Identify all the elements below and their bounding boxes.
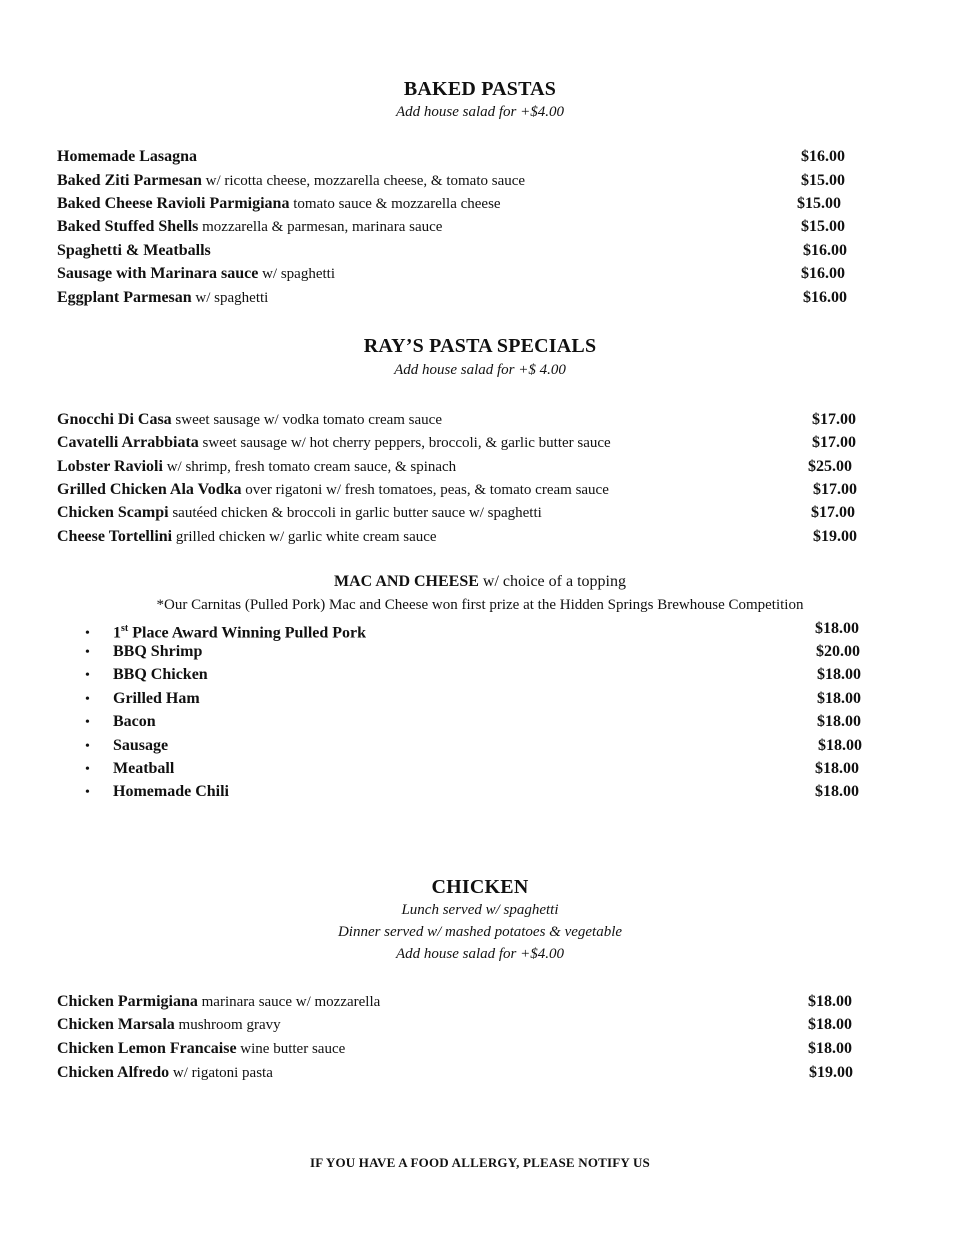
- list-item: [85, 664, 208, 686]
- item-name: Lobster Ravioli: [57, 458, 163, 475]
- chicken-title: CHICKEN: [431, 876, 529, 898]
- item-price: $16.00: [803, 289, 847, 306]
- menu-item: [57, 991, 380, 1013]
- bullet-icon: •: [85, 715, 90, 730]
- bullet-icon: •: [85, 645, 90, 660]
- item-price: $18.00: [818, 737, 862, 754]
- item-price: $17.00: [811, 504, 855, 521]
- item-price: $16.00: [803, 242, 847, 259]
- item-price: $19.00: [809, 1064, 853, 1081]
- menu-item: [57, 216, 442, 238]
- baked-pastas-note: Add house salad for +$4.00: [395, 104, 565, 120]
- item-name: Grilled Chicken Ala Vodka: [57, 481, 242, 498]
- menu-item: [57, 287, 268, 309]
- list-item: [85, 641, 202, 663]
- pasta-specials-note: Add house salad for +$ 4.00: [394, 362, 566, 378]
- allergy-notice: IF YOU HAVE A FOOD ALLERGY, PLEASE NOTIFY US: [309, 1155, 650, 1170]
- item-name: Meatball: [113, 760, 175, 777]
- chicken-note-salad: Add house salad for +$4.00: [395, 946, 565, 962]
- item-desc: sweet sausage w/ hot cherry peppers, broccoli, & garlic butter sauce: [198, 435, 611, 451]
- bullet-icon: •: [85, 692, 90, 707]
- item-price: $17.00: [813, 481, 857, 498]
- item-desc: over rigatoni w/ fresh tomatoes, peas, & tomato cream sauce: [241, 482, 609, 498]
- list-item: [85, 688, 200, 710]
- item-desc: wine butter sauce: [236, 1041, 346, 1057]
- item-name: Baked Ziti Parmesan: [57, 172, 202, 189]
- item-desc: marinara sauce w/ mozzarella: [197, 994, 381, 1010]
- chicken-note-lunch: Lunch served w/ spaghetti: [401, 902, 559, 918]
- bullet-icon: •: [85, 668, 90, 683]
- item-price: $17.00: [812, 411, 856, 428]
- menu-item: [57, 1038, 345, 1060]
- menu-item: [57, 170, 525, 192]
- item-name: Eggplant Parmesan: [57, 289, 192, 306]
- list-item: [85, 618, 366, 640]
- menu-item: [57, 193, 501, 215]
- list-item: [85, 758, 174, 780]
- item-price: $19.00: [813, 528, 857, 545]
- bullet-icon: •: [85, 739, 90, 754]
- item-price: $15.00: [801, 172, 845, 189]
- item-num: 1: [113, 624, 121, 642]
- item-name: Chicken Lemon Francaise: [57, 1040, 237, 1057]
- item-price: $18.00: [808, 993, 852, 1010]
- item-price: $20.00: [816, 643, 860, 660]
- mac-and-cheese-title: [0, 573, 960, 591]
- bullet-icon: •: [85, 762, 90, 777]
- item-price: $16.00: [801, 265, 845, 282]
- menu-item: [57, 240, 211, 262]
- item-name: Grilled Ham: [113, 690, 200, 707]
- pasta-specials-title: RAY’S PASTA SPECIALS: [363, 335, 597, 357]
- item-sup: st: [121, 623, 129, 634]
- item-name: Chicken Marsala: [57, 1016, 175, 1033]
- menu-item: [57, 146, 197, 168]
- menu-item: [57, 432, 611, 454]
- chicken-note-dinner: Dinner served w/ mashed potatoes & vegetable: [337, 924, 623, 940]
- item-desc: w/ spaghetti: [191, 290, 269, 306]
- item-price: $15.00: [801, 218, 845, 235]
- mac-title-bold: MAC AND CHEESE: [334, 573, 479, 590]
- item-desc: sautéed chicken & broccoli in garlic butter sauce w/ spaghetti: [168, 505, 542, 521]
- list-item: [85, 781, 229, 803]
- item-price: $18.00: [817, 690, 861, 707]
- item-name: Homemade Chili: [113, 783, 229, 800]
- item-price: $25.00: [808, 458, 852, 475]
- menu-item: [57, 1014, 281, 1036]
- item-price: $18.00: [815, 620, 859, 637]
- item-name: Place Award Winning Pulled Pork: [128, 624, 367, 642]
- menu-item: [57, 502, 542, 524]
- item-name: Cheese Tortellini: [57, 528, 173, 545]
- item-desc: w/ ricotta cheese, mozzarella cheese, & tomato sauce: [201, 173, 526, 189]
- item-desc: w/ rigatoni pasta: [169, 1065, 273, 1081]
- item-name: Sausage: [113, 737, 169, 754]
- item-price: $18.00: [817, 666, 861, 683]
- item-desc: tomato sauce & mozzarella cheese: [289, 196, 501, 212]
- menu-item: [57, 479, 609, 501]
- item-name: Cavatelli Arrabbiata: [57, 434, 199, 451]
- item-name: Homemade Lasagna: [57, 148, 197, 165]
- item-desc: w/ spaghetti: [258, 266, 335, 282]
- menu-item: [57, 456, 456, 478]
- item-desc: grilled chicken w/ garlic white cream sauce: [172, 529, 437, 545]
- item-price: $16.00: [801, 148, 845, 165]
- item-desc: mozzarella & parmesan, marinara sauce: [198, 219, 443, 235]
- bullet-icon: •: [85, 785, 90, 800]
- item-price: $18.00: [817, 713, 861, 730]
- item-price: $18.00: [808, 1040, 852, 1057]
- item-price: $17.00: [812, 434, 856, 451]
- list-item: [85, 735, 168, 757]
- item-price: $18.00: [808, 1016, 852, 1033]
- item-name: Baked Stuffed Shells: [57, 218, 199, 235]
- item-price: $15.00: [797, 195, 841, 212]
- item-name: BBQ Chicken: [113, 666, 208, 683]
- menu-item: [57, 526, 437, 548]
- item-desc: mushroom gravy: [174, 1017, 281, 1033]
- baked-pastas-title: BAKED PASTAS: [403, 78, 557, 100]
- list-item: [85, 711, 156, 733]
- bullet-icon: •: [85, 626, 90, 642]
- item-name: Gnocchi Di Casa: [57, 411, 172, 428]
- menu-item: [57, 409, 442, 431]
- menu-item: [57, 263, 335, 285]
- item-desc: w/ shrimp, fresh tomato cream sauce, & spinach: [162, 459, 457, 475]
- menu-item: [57, 1062, 273, 1084]
- item-name: Baked Cheese Ravioli Parmigiana: [57, 195, 290, 212]
- item-name: BBQ Shrimp: [113, 643, 203, 660]
- item-name: Chicken Alfredo: [57, 1064, 170, 1081]
- item-name: Bacon: [113, 713, 156, 730]
- mac-and-cheese-note: *Our Carnitas (Pulled Pork) Mac and Cheese won first prize at the Hidden Springs Brewhouse Competition: [156, 597, 804, 613]
- mac-title-suffix: w/ choice of a topping: [478, 573, 626, 590]
- item-price: $18.00: [815, 760, 859, 777]
- item-name: Chicken Parmigiana: [57, 993, 198, 1010]
- item-price: $18.00: [815, 783, 859, 800]
- item-desc: sweet sausage w/ vodka tomato cream sauce: [171, 412, 442, 428]
- item-name: Spaghetti & Meatballs: [57, 242, 211, 259]
- item-name: Chicken Scampi: [57, 504, 169, 521]
- item-name: Sausage with Marinara sauce: [57, 265, 259, 282]
